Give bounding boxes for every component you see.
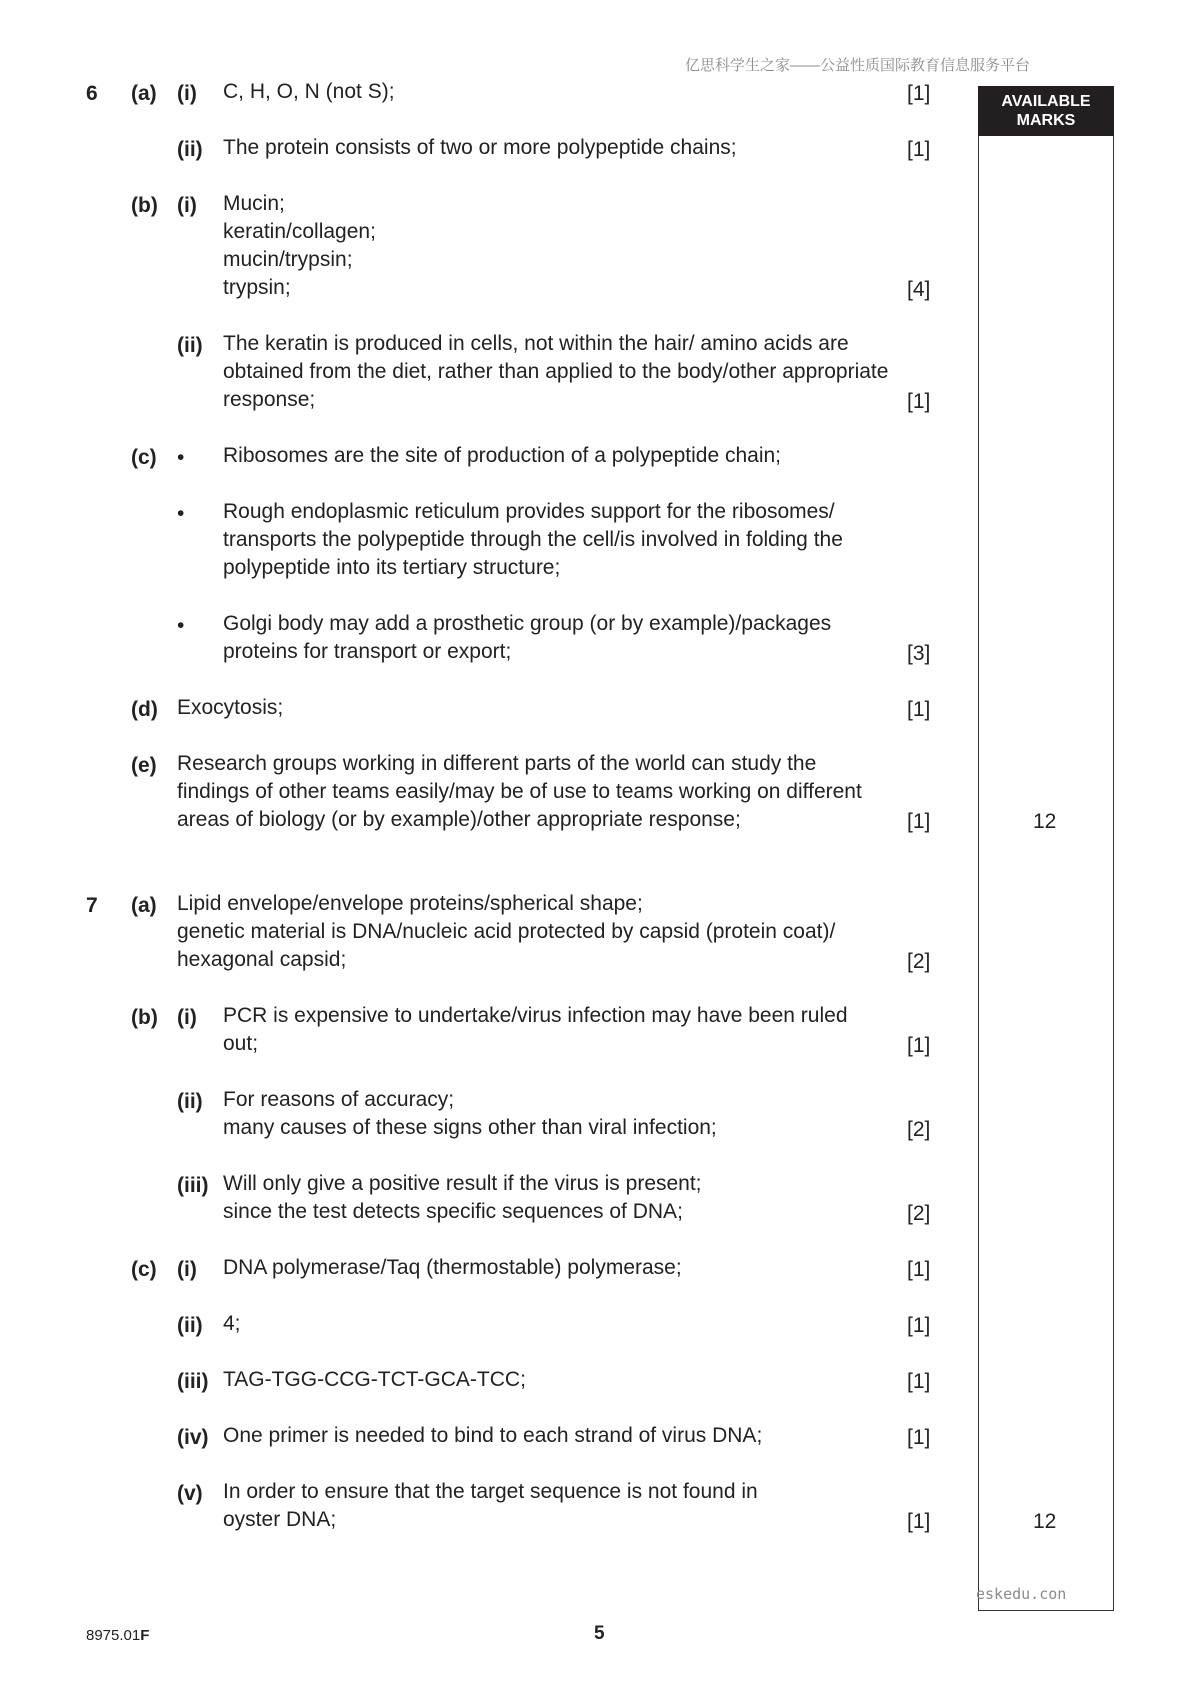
q7-c-v-mark: [1]: [907, 1510, 931, 1533]
footer-watermark: eskedu.con: [976, 1585, 1067, 1603]
q6-a-i-label: (i): [177, 82, 197, 105]
q7-c-iii-mark: [1]: [907, 1370, 931, 1393]
q6-a-ii-answer: The protein consists of two or more polypeptide chains;: [223, 136, 737, 159]
q6-part-a-label: (a): [131, 82, 157, 105]
q7-c-iii-answer: TAG-TGG-CCG-TCT-GCA-TCC;: [223, 1368, 526, 1391]
q7-c-i-mark: [1]: [907, 1258, 931, 1281]
q6-part-d-label: (d): [131, 698, 158, 721]
watermark: 亿思科学生之家——公益性质国际教育信息服务平台: [685, 57, 1031, 74]
q6-b-ii-mark: [1]: [907, 390, 931, 413]
q6-b-i-answer: Mucin; keratin/collagen; mucin/trypsin; trypsin;: [223, 192, 376, 299]
q7-c-i-answer: DNA polymerase/Taq (thermostable) polymerase;: [223, 1256, 682, 1279]
available-marks-column: [978, 86, 1114, 1611]
q7-c-i-label: (i): [177, 1258, 197, 1281]
q6-part-c-label: (c): [131, 446, 157, 469]
q7-b-ii-answer: For reasons of accuracy; many causes of these signs other than viral infection;: [223, 1088, 717, 1139]
q7-b-ii-mark: [2]: [907, 1118, 931, 1141]
q7-b-i-label: (i): [177, 1006, 197, 1029]
q7-part-c-label: (c): [131, 1258, 157, 1281]
q6-part-e-label: (e): [131, 754, 157, 777]
q6-part-b-label: (b): [131, 194, 158, 217]
q7-c-iv-answer: One primer is needed to bind to each strand of virus DNA;: [223, 1424, 763, 1447]
q7-part-b-label: (b): [131, 1006, 158, 1029]
q6-d-answer: Exocytosis;: [177, 696, 284, 719]
q7-c-iv-mark: [1]: [907, 1426, 931, 1449]
q6-b-i-label: (i): [177, 194, 197, 217]
question-number-7: 7: [86, 894, 98, 917]
q7-b-iii-label: (iii): [177, 1174, 209, 1197]
q7-a-answer: Lipid envelope/envelope proteins/spherical shape; genetic material is DNA/nucleic acid protected by capsid (protein coat)/ hexagonal capsid;: [177, 892, 836, 971]
q7-b-i-mark: [1]: [907, 1034, 931, 1057]
q7-a-mark: [2]: [907, 950, 931, 973]
q7-b-iii-answer: Will only give a positive result if the virus is present; since the test detects specific sequences of DNA;: [223, 1172, 702, 1223]
q6-total-marks: 12: [1033, 810, 1057, 833]
q6-c-bullet-1: •: [177, 446, 185, 469]
q6-e-answer: Research groups working in different parts of the world can study the findings of other teams easily/may be of use to teams working on different areas of biology (or by example)/other appropriate response;: [177, 752, 862, 831]
q6-a-ii-label: (ii): [177, 138, 203, 161]
q7-c-ii-label: (ii): [177, 1314, 203, 1337]
q7-b-ii-label: (ii): [177, 1090, 203, 1113]
page-number: 5: [594, 1623, 605, 1644]
q6-c-bullet-3: •: [177, 614, 185, 637]
q6-c-answer-1: Ribosomes are the site of production of a polypeptide chain;: [223, 444, 782, 467]
q6-b-ii-label: (ii): [177, 334, 203, 357]
q6-c-answer-3: Golgi body may add a prosthetic group (or by example)/packages proteins for transport or export;: [223, 612, 832, 663]
q7-part-a-label: (a): [131, 894, 157, 917]
paper-code: 8975.01F: [86, 1627, 150, 1644]
q6-d-mark: [1]: [907, 698, 931, 721]
q7-c-ii-mark: [1]: [907, 1314, 931, 1337]
q6-a-i-mark: [1]: [907, 82, 931, 105]
q7-c-v-answer: In order to ensure that the target sequence is not found in oyster DNA;: [223, 1480, 758, 1531]
q7-b-i-answer: PCR is expensive to undertake/virus infection may have been ruled out;: [223, 1004, 848, 1055]
q6-b-i-mark: [4]: [907, 278, 931, 301]
q7-c-iv-label: (iv): [177, 1426, 209, 1449]
q6-a-ii-mark: [1]: [907, 138, 931, 161]
q6-a-i-answer: C, H, O, N (not S);: [223, 80, 395, 103]
q7-total-marks: 12: [1033, 1510, 1057, 1533]
q6-c-mark: [3]: [907, 642, 931, 665]
q6-c-bullet-2: •: [177, 502, 185, 525]
q7-c-iii-label: (iii): [177, 1370, 209, 1393]
q7-c-ii-answer: 4;: [223, 1312, 241, 1335]
q6-b-ii-answer: The keratin is produced in cells, not within the hair/ amino acids are obtained from the diet, rather than applied to the body/other appropriate response;: [223, 332, 889, 411]
q7-b-iii-mark: [2]: [907, 1202, 931, 1225]
available-marks-label: AVAILABLE MARKS: [1001, 93, 1091, 129]
q7-c-v-label: (v): [177, 1482, 203, 1505]
q6-e-mark: [1]: [907, 810, 931, 833]
q6-c-answer-2: Rough endoplasmic reticulum provides support for the ribosomes/ transports the polypeptide through the cell/is involved in folding the polypeptide into its tertiary structure;: [223, 500, 843, 579]
available-marks-header: [978, 86, 1114, 136]
question-number-6: 6: [86, 82, 98, 105]
